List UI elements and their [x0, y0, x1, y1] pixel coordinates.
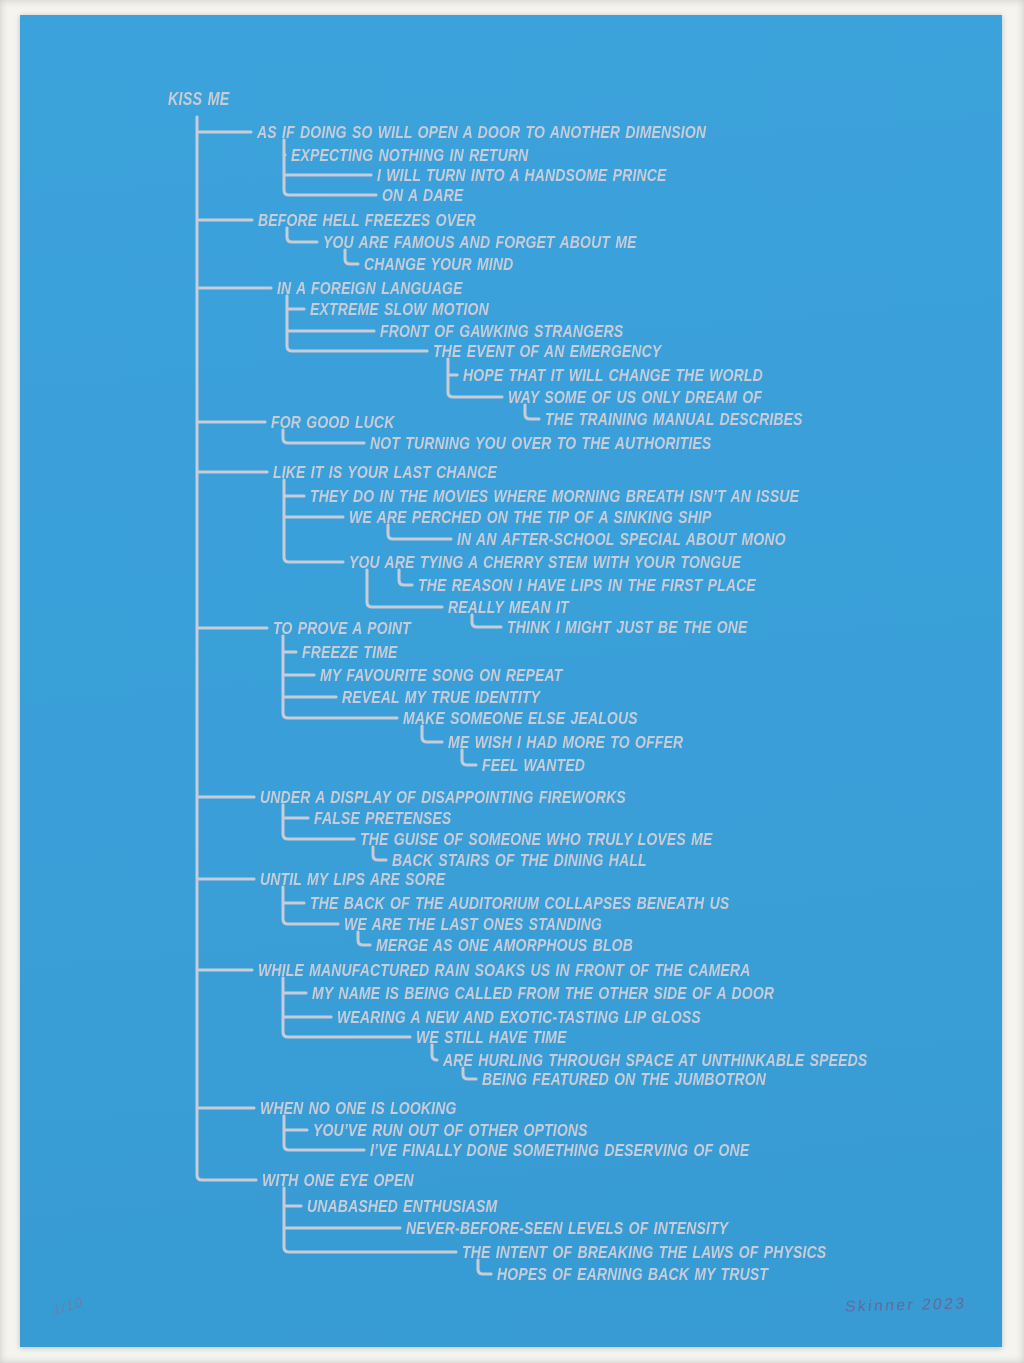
- tree-node-label: WHILE MANUFACTURED RAIN SOAKS US IN FRONT OF THE CAMERA: [258, 960, 751, 980]
- tree-node-label: MAKE SOMEONE ELSE JEALOUS: [403, 708, 638, 728]
- tree-node-label: WE STILL HAVE TIME: [416, 1027, 567, 1047]
- artist-signature: Skinner 2023: [844, 1295, 968, 1316]
- tree-node-label: YOU’VE RUN OUT OF OTHER OPTIONS: [313, 1120, 588, 1140]
- tree-node-label: YOU ARE FAMOUS AND FORGET ABOUT ME: [323, 232, 637, 252]
- tree-node-label: BEING FEATURED ON THE JUMBOTRON: [482, 1069, 767, 1089]
- tree-node-label: FRONT OF GAWKING STRANGERS: [380, 321, 624, 341]
- tree-node-label: THE TRAINING MANUAL DESCRIBES: [545, 409, 803, 429]
- tree-node-label: ARE HURLING THROUGH SPACE AT UNTHINKABLE SPEEDS: [443, 1050, 868, 1070]
- tree-node-label: BEFORE HELL FREEZES OVER: [258, 210, 476, 230]
- tree-node-label: ON A DARE: [382, 185, 464, 205]
- tree-node-label: HOPES OF EARNING BACK MY TRUST: [497, 1264, 769, 1284]
- tree-node-label: FALSE PRETENSES: [314, 808, 452, 828]
- tree-node-label: THE GUISE OF SOMEONE WHO TRULY LOVES ME: [360, 829, 713, 849]
- tree-node-label: NOT TURNING YOU OVER TO THE AUTHORITIES: [370, 433, 712, 453]
- tree-node-label: YOU ARE TYING A CHERRY STEM WITH YOUR TONGUE: [349, 552, 742, 572]
- tree-node-label: WHEN NO ONE IS LOOKING: [260, 1098, 457, 1118]
- tree-node-label: THE BACK OF THE AUDITORIUM COLLAPSES BENEATH US: [310, 893, 730, 913]
- tree-node-label: FEEL WANTED: [482, 755, 586, 775]
- tree-title: KISS ME: [168, 89, 230, 109]
- tree-node-label: THE EVENT OF AN EMERGENCY: [433, 341, 662, 361]
- tree-node-label: EXPECTING NOTHING IN RETURN: [291, 145, 529, 165]
- tree-node-label: ME WISH I HAD MORE TO OFFER: [448, 732, 684, 752]
- tree-node-label: WAY SOME OF US ONLY DREAM OF: [508, 387, 763, 407]
- tree-node-label: MY FAVOURITE SONG ON REPEAT: [320, 665, 563, 685]
- tree-node-label: BACK STAIRS OF THE DINING HALL: [392, 850, 647, 870]
- tree-node-label: I WILL TURN INTO A HANDSOME PRINCE: [377, 165, 667, 185]
- tree-node-label: WEARING A NEW AND EXOTIC-TASTING LIP GLOSS: [337, 1007, 701, 1027]
- tree-node-label: HOPE THAT IT WILL CHANGE THE WORLD: [463, 365, 763, 385]
- edition-number: 1/10: [51, 1293, 85, 1319]
- tree-node-label: WE ARE THE LAST ONES STANDING: [344, 914, 602, 934]
- tree-node-label: THE REASON I HAVE LIPS IN THE FIRST PLACE: [418, 575, 756, 595]
- tree-node-label: EXTREME SLOW MOTION: [310, 299, 489, 319]
- tree-node-label: MY NAME IS BEING CALLED FROM THE OTHER SIDE OF A DOOR: [312, 983, 775, 1003]
- tree-node-label: THE INTENT OF BREAKING THE LAWS OF PHYSICS: [462, 1242, 827, 1262]
- tree-node-label: LIKE IT IS YOUR LAST CHANCE: [273, 462, 497, 482]
- tree-node-label: MERGE AS ONE AMORPHOUS BLOB: [376, 935, 633, 955]
- tree-node-label: THEY DO IN THE MOVIES WHERE MORNING BREATH ISN’T AN ISSUE: [310, 486, 800, 506]
- tree-node-label: TO PROVE A POINT: [273, 618, 411, 638]
- tree-node-label: AS IF DOING SO WILL OPEN A DOOR TO ANOTHER DIMENSION: [257, 122, 707, 142]
- tree-node-label: REALLY MEAN IT: [448, 597, 569, 617]
- tree-node-label: UNTIL MY LIPS ARE SORE: [260, 869, 446, 889]
- tree-node-label: REVEAL MY TRUE IDENTITY: [342, 687, 541, 707]
- tree-node-label: THINK I MIGHT JUST BE THE ONE: [507, 617, 748, 637]
- tree-node-label: UNABASHED ENTHUSIASM: [307, 1196, 498, 1216]
- tree-node-label: NEVER-BEFORE-SEEN LEVELS OF INTENSITY: [406, 1218, 729, 1238]
- tree-node-label: WE ARE PERCHED ON THE TIP OF A SINKING SHIP: [349, 507, 712, 527]
- tree-node-label: FREEZE TIME: [302, 642, 398, 662]
- tree-node-label: WITH ONE EYE OPEN: [262, 1170, 414, 1190]
- tree-node-label: I’VE FINALLY DONE SOMETHING DESERVING OF ONE: [370, 1140, 750, 1160]
- tree-node-label: FOR GOOD LUCK: [271, 412, 395, 432]
- tree-node-label: IN A FOREIGN LANGUAGE: [277, 278, 463, 298]
- tree-node-label: IN AN AFTER-SCHOOL SPECIAL ABOUT MONO: [457, 529, 786, 549]
- tree-node-label: CHANGE YOUR MIND: [364, 254, 514, 274]
- tree-node-label: UNDER A DISPLAY OF DISAPPOINTING FIREWORKS: [260, 787, 626, 807]
